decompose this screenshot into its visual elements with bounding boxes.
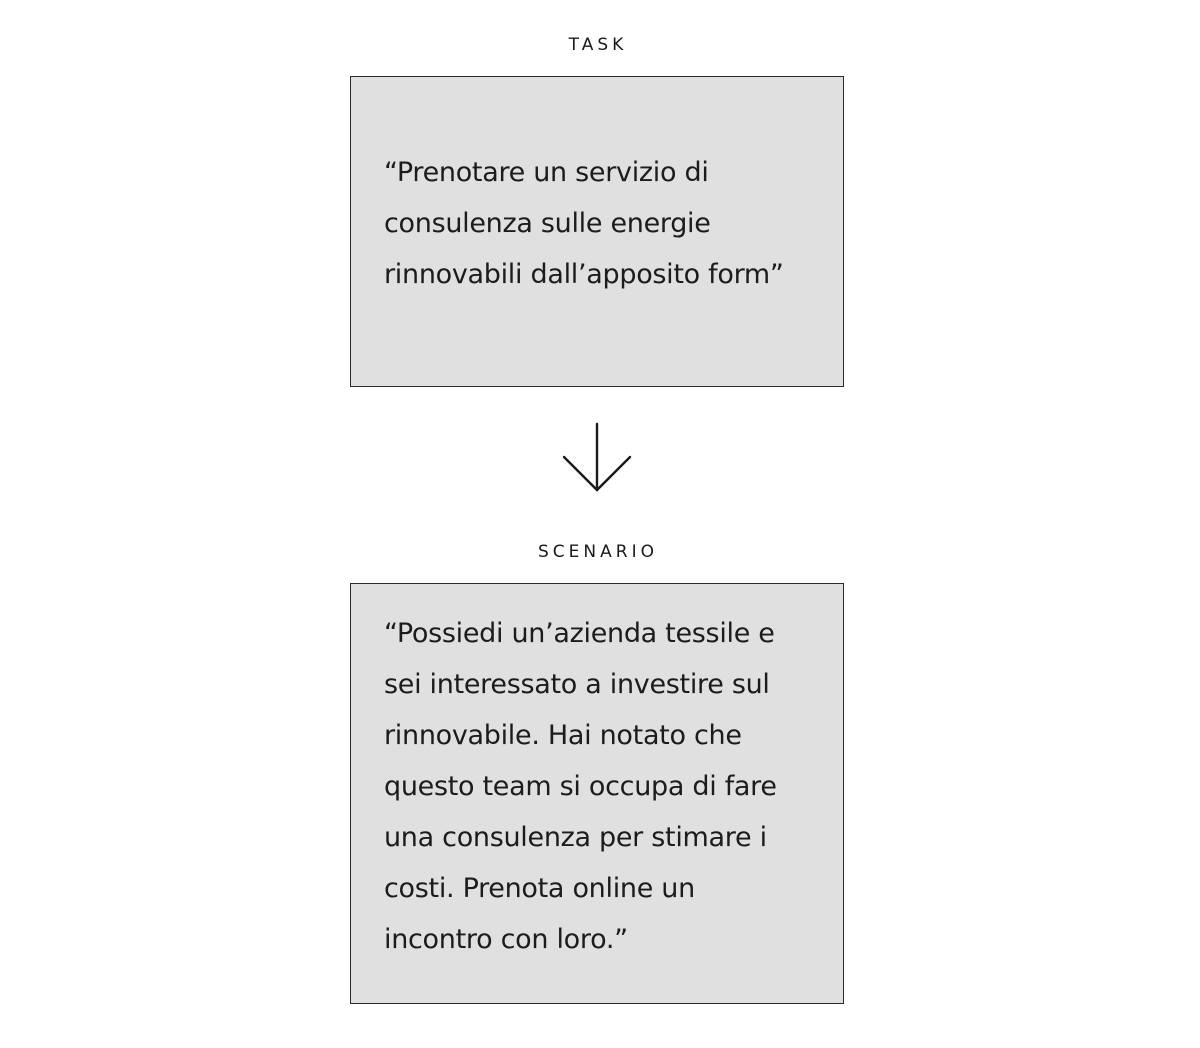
task-quote-line: “Prenotare un servizio di bbox=[384, 157, 709, 188]
task-heading: TASK bbox=[568, 35, 628, 55]
scenario-quote bbox=[384, 608, 834, 965]
task-box bbox=[350, 76, 844, 387]
task-quote bbox=[384, 147, 834, 300]
scenario-quote-line: incontro con loro.” bbox=[384, 924, 628, 955]
scenario-box bbox=[350, 583, 844, 1004]
scenario-quote-line: “Possiedi un’azienda tessile e bbox=[384, 618, 775, 649]
scenario-quote-line: rinnovabile. Hai notato che bbox=[384, 720, 742, 751]
task-quote-line: consulenza sulle energie bbox=[384, 208, 711, 239]
scenario-quote-line: una consulenza per stimare i bbox=[384, 822, 767, 853]
scenario-quote-line: sei interessato a investire sul bbox=[384, 669, 770, 700]
scenario-quote-line: costi. Prenota online un bbox=[384, 873, 695, 904]
scenario-quote-line: questo team si occupa di fare bbox=[384, 771, 777, 802]
arrow-down-icon bbox=[560, 422, 634, 494]
task-quote-line: rinnovabili dall’apposito form” bbox=[384, 259, 784, 290]
scenario-heading: SCENARIO bbox=[538, 542, 658, 562]
